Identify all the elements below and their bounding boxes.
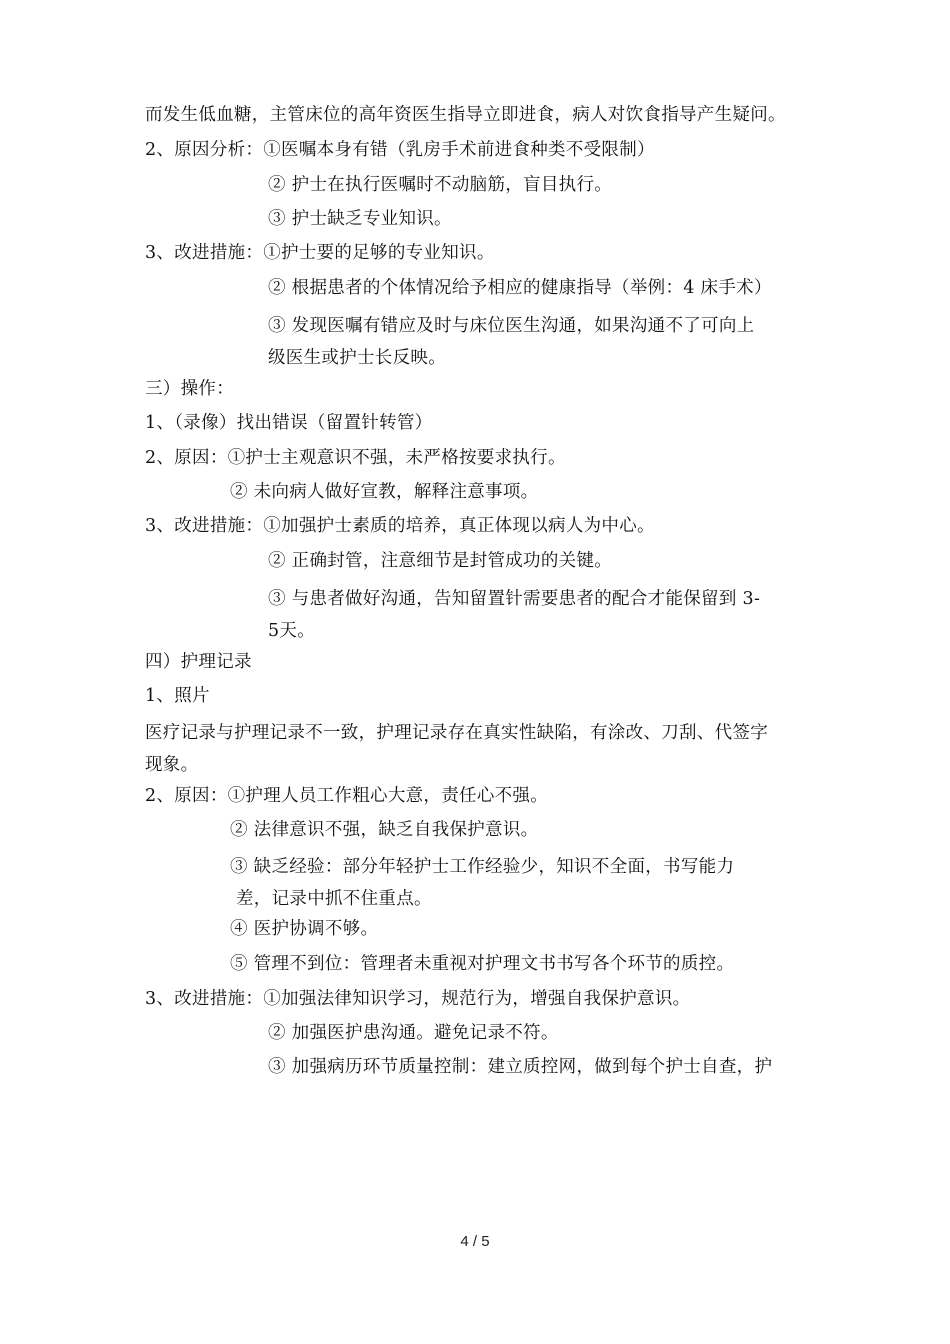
text-line: 3、改进措施：①加强法律知识学习，规范行为，增强自我保护意识。 (145, 989, 691, 1009)
section-heading: 三）操作： (145, 379, 234, 399)
section-heading: 四）护理记录 (145, 652, 252, 672)
text-line: ④ 医护协调不够。 (230, 919, 379, 939)
text-line: ⑤ 管理不到位：管理者未重视对护理文书书写各个环节的质控。 (230, 954, 735, 974)
text-line: 3、改进措施：①加强护士素质的培养，真正体现以病人为中心。 (145, 516, 655, 536)
text-line: 而发生低血糖，主管床位的高年资医生指导立即进食，病人对饮食指导产生疑问。 (145, 105, 786, 125)
text-line: ② 未向病人做好宣教，解释注意事项。 (230, 482, 539, 502)
text-line: ③ 发现医嘱有错应及时与床位医生沟通，如果沟通不了可向上 (268, 316, 755, 336)
text-line: 5天。 (268, 621, 316, 641)
text-line: 级医生或护士长反映。 (268, 348, 446, 368)
text-line: 2、原因：①护士主观意识不强，未严格按要求执行。 (145, 448, 566, 468)
text-line: ③ 护士缺乏专业知识。 (268, 209, 452, 229)
text-line: 医疗记录与护理记录不一致，护理记录存在真实性缺陷，有涂改、刀刮、代签字 (145, 723, 768, 743)
text-line: ③ 与患者做好沟通，告知留置针需要患者的配合才能保留到 3- (268, 589, 761, 609)
text-line: ② 加强医护患沟通。避免记录不符。 (268, 1023, 559, 1043)
text-line: ③ 缺乏经验：部分年轻护士工作经验少，知识不全面，书写能力 (230, 857, 735, 877)
text-line: ② 护士在执行医嘱时不动脑筋，盲目执行。 (268, 175, 613, 195)
text-line: 3、改进措施：①护士要的足够的专业知识。 (145, 243, 495, 263)
text-line: 2、原因分析：①医嘱本身有错（乳房手术前进食种类不受限制） (145, 140, 655, 160)
text-line: ③ 加强病历环节质量控制：建立质控网，做到每个护士自查，护 (268, 1057, 773, 1077)
text-line: 2、原因：①护理人员工作粗心大意，责任心不强。 (145, 786, 549, 806)
text-line: ② 根据患者的个体情况给予相应的健康指导（举例：4 床手术） (268, 278, 772, 298)
text-line: 1、（录像）找出错误（留置针转管） (145, 413, 433, 433)
text-line: ② 法律意识不强，缺乏自我保护意识。 (230, 820, 539, 840)
text-line: 差，记录中抓不住重点。 (236, 889, 432, 909)
text-line: ② 正确封管，注意细节是封管成功的关键。 (268, 551, 613, 571)
text-line: 现象。 (145, 755, 199, 775)
text-line: 1、照片 (145, 686, 210, 706)
page-number: 4 / 5 (460, 1233, 490, 1250)
